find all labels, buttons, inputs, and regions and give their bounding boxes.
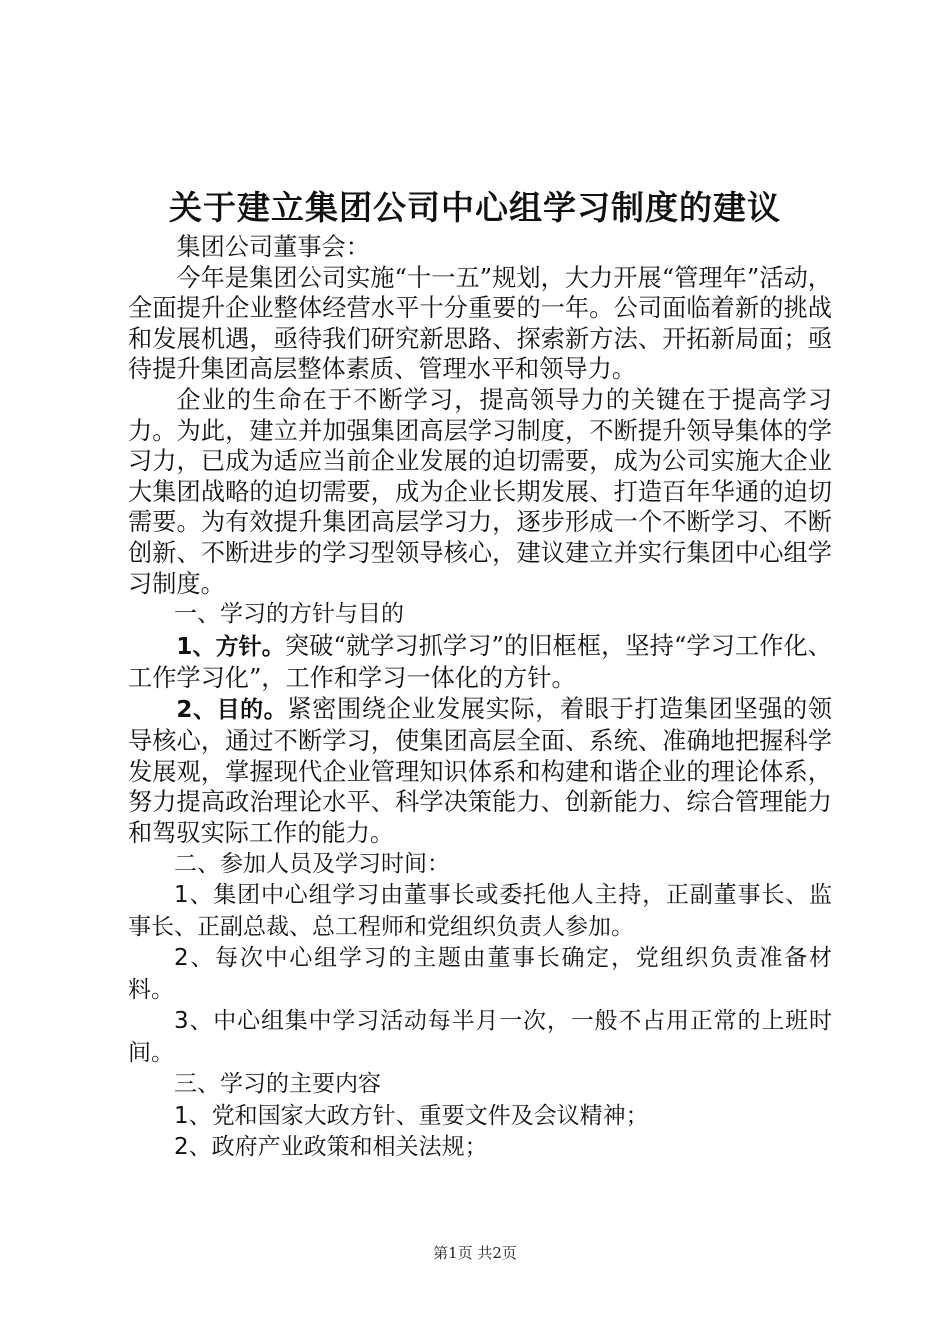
item-1-2-text: 紧密围绕企业发展实际，着眼于打造集团坚强的领导核心，通过不断学习，使集团高层全面、系统、准确地把握科学发展观，掌握现代企业管理知识体系和构建和谐企业的理论体系，努力提高政治理论水平、科学决策能力、创新能力、综合管理能力和驾驭实际工作的能力。	[128, 694, 832, 847]
item-2-1: 1、集团中心组学习由董事长或委托他人主持，正副董事长、监事长、正副总裁、总工程师和党组织负责人参加。	[128, 882, 832, 940]
item-2-3: 3、中心组集中学习活动每半月一次，一般不占用正常的上班时间。	[128, 1008, 832, 1066]
section-3-heading: 三、学习的主要内容	[174, 1071, 381, 1098]
item-2-2: 2、每次中心组学习的主题由董事长确定，党组织负责准备材料。	[128, 945, 832, 1003]
item-1-1	[128, 631, 832, 694]
item-1-1-text: 突破“就学习抓学习”的旧框框，坚持“学习工作化、工作学习化”，工作和学习一体化的方针。	[128, 631, 832, 693]
document-body	[128, 232, 832, 1164]
item-1-1-label: 1、方针。	[176, 633, 285, 660]
salutation: 集团公司董事会：	[176, 233, 370, 261]
item-3-2: 2、政府产业政策和相关法规；	[174, 1134, 488, 1161]
paragraph-1: 今年是集团公司实施“十一五”规划，大力开展“管理年”活动，全面提升企业整体经营水平十分重要的一年。公司面临着新的挑战和发展机遇，亟待我们研究新思路、探索新方法、开拓新局面；亟待提升集团高层整体素质、管理水平和领导力。	[128, 263, 832, 384]
item-1-2-label: 2、目的。	[176, 696, 288, 723]
item-1-2	[128, 694, 832, 849]
paragraph-2: 企业的生命在于不断学习，提高领导力的关键在于提高学习力。为此，建立并加强集团高层学习制度，不断提升领导集体的学习力，已成为适应当前企业发展的迫切需要，成为公司实施大企业大集团战略的迫切需要，成为企业长期发展、打造百年华通的迫切需要。为有效提升集团高层学习力，逐步形成一个不断学习、不断创新、不断进步的学习型领导核心，建议建立并实行集团中心组学习制度。	[128, 385, 832, 598]
section-1-heading: 一、学习的方针与目的	[174, 601, 404, 628]
page-footer: 第1页 共2页	[433, 1244, 517, 1262]
item-3-1: 1、党和国家大政方针、重要文件及会议精神；	[174, 1102, 649, 1129]
document-title: 关于建立集团公司中心组学习制度的建议	[169, 188, 781, 227]
section-2-heading: 二、参加人员及学习时间：	[174, 850, 450, 877]
